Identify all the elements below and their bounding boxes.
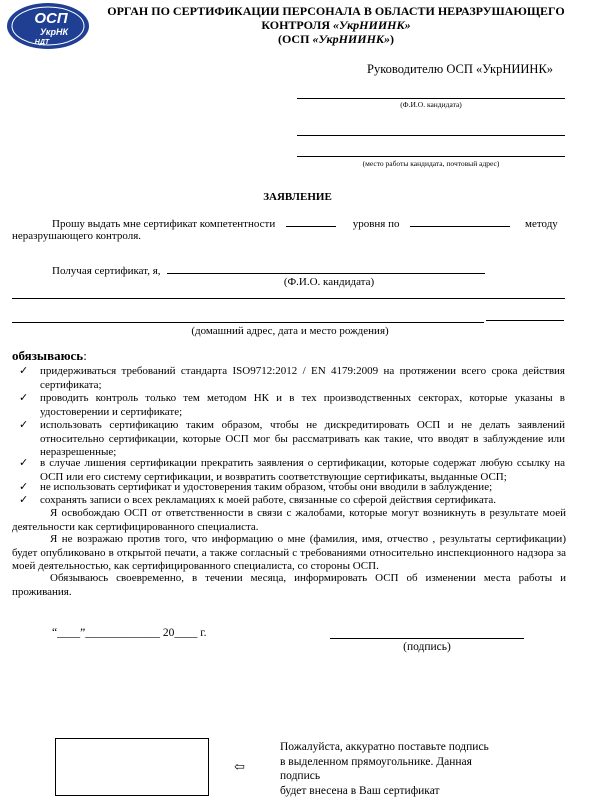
header-line-3-suffix: ) bbox=[390, 32, 395, 46]
signature-caption: (подпись) bbox=[403, 641, 451, 653]
osp-logo bbox=[6, 2, 90, 50]
ndt-method-field[interactable] bbox=[410, 216, 510, 227]
obligations-colon: : bbox=[83, 348, 87, 363]
request-line-1 bbox=[52, 216, 568, 231]
signature-line[interactable] bbox=[330, 638, 524, 639]
logo-top-text: ОСП bbox=[34, 10, 68, 27]
receiving-label: Получая сертификат, я, bbox=[52, 265, 161, 277]
checkmark-icon: ✓ bbox=[19, 392, 29, 404]
header-line-2 bbox=[96, 18, 576, 33]
addressee: Руководителю ОСП «УкрНИИНК» bbox=[367, 62, 554, 76]
header-org-name-short: «УкрНИИНК» bbox=[312, 32, 391, 46]
candidate-name-line[interactable] bbox=[297, 98, 565, 99]
signature-box[interactable] bbox=[55, 738, 209, 796]
obligations-heading bbox=[12, 348, 87, 364]
header-line-1: ОРГАН ПО СЕРТИФИКАЦИИ ПЕРСОНАЛА В ОБЛАСТИ НЕРАЗРУШАЮЩЕГО bbox=[107, 4, 565, 18]
arrow-left-icon: ⇦ bbox=[234, 759, 245, 774]
checkmark-icon: ✓ bbox=[19, 481, 29, 493]
home-address-line-2[interactable] bbox=[12, 322, 484, 323]
publication-consent-paragraph: Я не возражаю против того, что информацию о мне (фамилия, имя, отчество , результаты сертификации) будет опубликовано в открытой печати, а также согласный с требованиями относительно инспекционного надзора за моей деятельностью, как сертифицированного специалиста, со стороны ОСП. bbox=[12, 533, 566, 572]
obligation-text: проводить контроль только тем методом НК и в тех производственных секторах, которые указаны в удостоверении и сертификате; bbox=[40, 392, 565, 418]
obligation-text: сохранять записи о всех рекламациях к моей работе, связанные со сферой действия сертификата. bbox=[40, 494, 497, 506]
request-text-4: неразрушающего контроля. bbox=[12, 230, 142, 242]
workplace-line-1[interactable] bbox=[297, 135, 565, 136]
liability-paragraph: Я освобождаю ОСП от ответственности в связи с жалобами, которые могут возникнуть в результате моей деятельности как сертифицированного специалиста. bbox=[12, 507, 566, 533]
receiving-fio-caption: (Ф.И.О. кандидата) bbox=[283, 276, 375, 288]
obligation-text: не использовать сертификат и удостоверения таким образом, чтобы они вводили в заблуждение; bbox=[40, 481, 493, 493]
notification-paragraph: Обязываюсь своевременно, в течении месяца, информировать ОСП об изменении места работы и проживания. bbox=[12, 572, 566, 598]
logo-brand: УкрНК bbox=[40, 27, 68, 37]
checkmark-icon: ✓ bbox=[19, 457, 29, 469]
checkmark-icon: ✓ bbox=[19, 494, 29, 506]
obligations-heading-text: обязываюсь bbox=[12, 348, 84, 363]
checkmark-icon: ✓ bbox=[19, 365, 29, 377]
header-org-name: «УкрНИИНК» bbox=[333, 18, 411, 32]
certificate-level-field[interactable] bbox=[286, 216, 336, 227]
checkmark-icon: ✓ bbox=[19, 419, 29, 431]
date-field[interactable]: “____”_____________ 20____ г. bbox=[52, 627, 207, 639]
obligation-text: использовать сертификацию таким образом, чтобы не дискредитировать ОСП и не делать заявлений относительно сертификации, которые ОСП мог бы рассматривать как такие, что вводят в заблуждение или неразрешенные; bbox=[40, 419, 565, 458]
home-address-caption: (домашний адрес, дата и место рождения) bbox=[191, 325, 389, 337]
logo-sub: НДТ bbox=[34, 39, 50, 46]
document-title: ЗАЯВЛЕНИЕ bbox=[263, 191, 332, 203]
obligation-text: придерживаться требований стандарта ISO9712:2012 / EN 4179:2009 на протяжении всего срока действия сертификата; bbox=[40, 365, 565, 391]
workplace-caption: (место работы кандидата, почтовый адрес) bbox=[362, 159, 500, 168]
candidate-name-caption: (Ф.И.О. кандидата) bbox=[400, 100, 462, 109]
signature-note-line: в выделенном прямоугольнике. Данная bbox=[280, 755, 472, 768]
workplace-line-2[interactable] bbox=[297, 156, 565, 157]
signature-note bbox=[280, 740, 580, 798]
receiving-fio-field[interactable] bbox=[167, 263, 485, 274]
header-line-2-prefix: КОНТРОЛЯ bbox=[261, 18, 331, 32]
header-line-3 bbox=[96, 32, 576, 47]
signature-note-line: подпись bbox=[280, 770, 321, 782]
signature-note-line: Пожалуйста, аккуратно поставьте подпись bbox=[280, 741, 489, 753]
signature-note-line: будет внесена в Ваш сертификат bbox=[280, 784, 440, 797]
header-line-3-prefix: (ОСП bbox=[277, 32, 310, 46]
home-address-line-1[interactable] bbox=[12, 298, 565, 299]
request-text-1: Прошу выдать мне сертификат компетентности bbox=[52, 218, 276, 230]
home-address-line-3[interactable] bbox=[486, 320, 564, 321]
request-text-3: методу bbox=[525, 218, 558, 230]
request-text-2: уровня по bbox=[352, 218, 400, 230]
obligation-text: в случае лишения сертификации прекратить заявления о сертификации, которые содержат любую ссылку на ОСП или его систему сертификации, и возвратить соответствующие сертификаты, выданные ОСП; bbox=[40, 457, 565, 483]
